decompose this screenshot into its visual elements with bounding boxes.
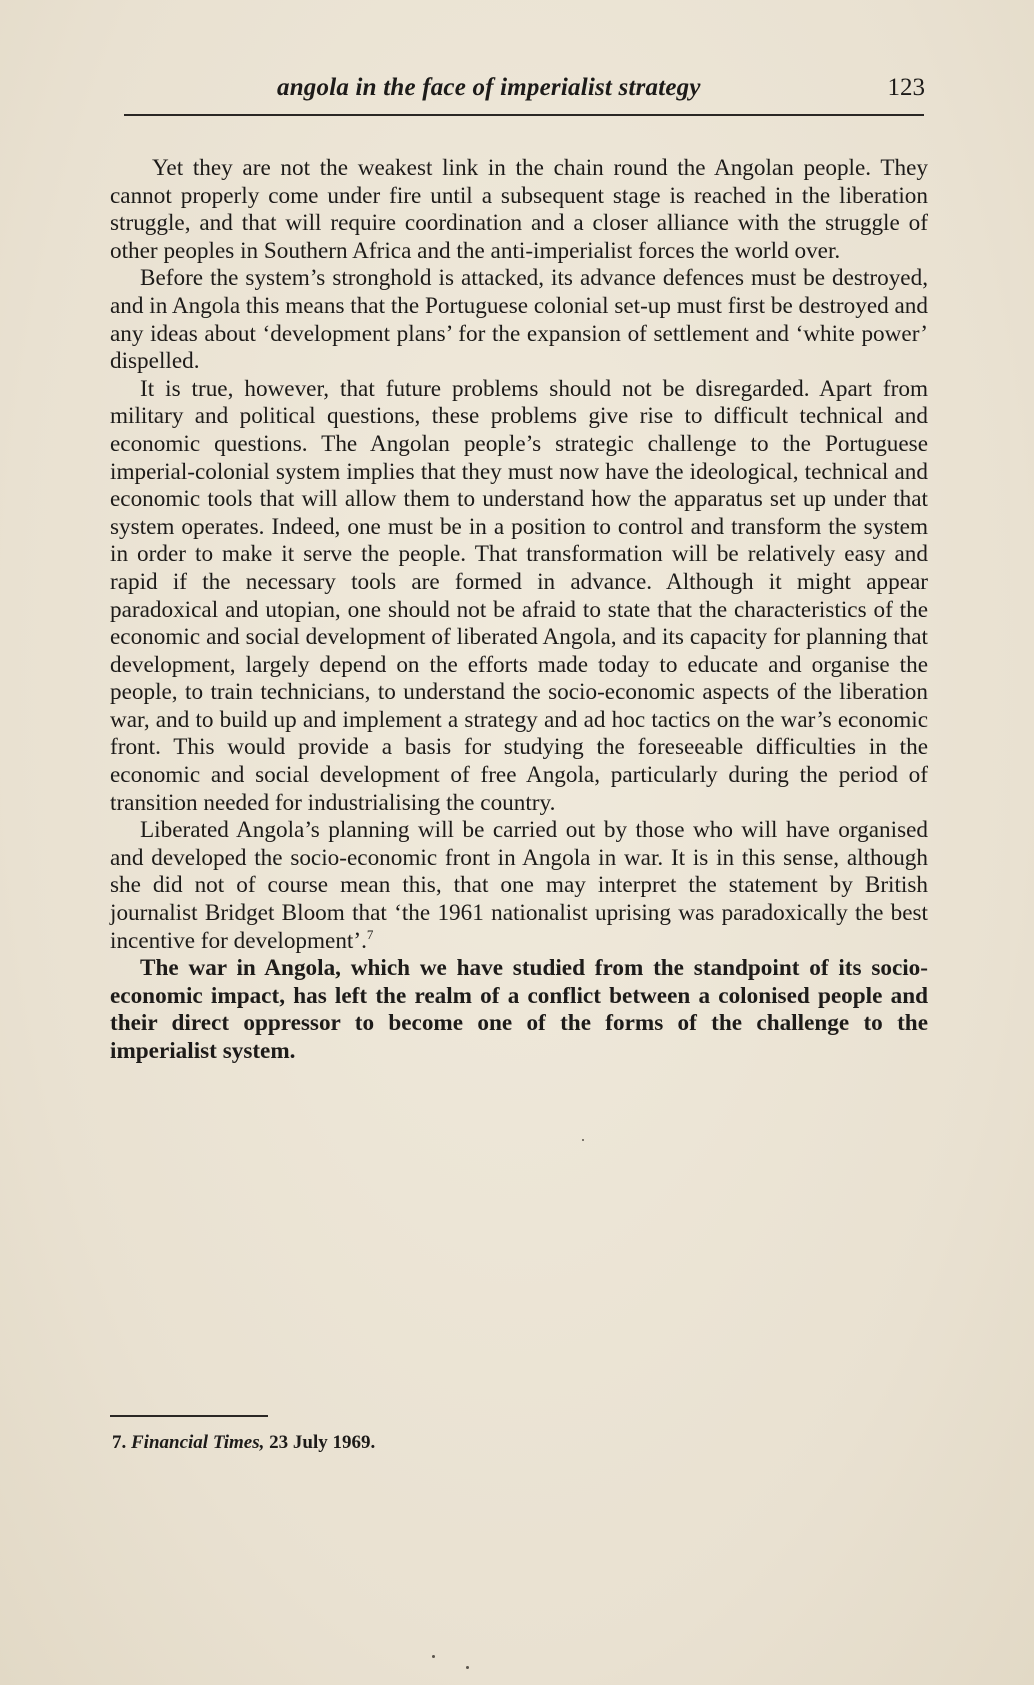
paper-speck [582, 1139, 584, 1141]
footnote-number: 7. [112, 1432, 127, 1453]
header-rule [124, 114, 924, 116]
page-number: 123 [887, 74, 925, 101]
paragraph-2: Before the system’s stronghold is attacked, its advance defences must be destroyed, and in Angola this means that the Portuguese colonial set-up must first be destroyed and any ideas about ‘development plans’ for the expansion of settlement and ‘white power’ dispelled. [110, 265, 928, 375]
footnote [112, 1432, 375, 1454]
footnote-rule [110, 1415, 268, 1417]
footnote-date: 23 July 1969. [269, 1432, 376, 1453]
footnote-reference: 7 [366, 926, 374, 942]
page-header [122, 74, 925, 110]
paragraph-1: Yet they are not the weakest link in the chain round the Angolan people. They cannot properly come under fire until a subsequent stage is reached in the liberation struggle, and that will require coordination and a closer alliance with the struggle of other peoples in Southern Africa and the anti-imperialist forces the world over. [110, 155, 928, 264]
paragraph-3: It is true, however, that future problems should not be disregarded. Apart from military and political questions, these problems give rise to difficult technical and economic questions. The Angolan people’s strategic challenge to the Portuguese imperial-colonial system implies that they must now have the ideological, technical and economic tools that will allow them to understand how the apparatus set up under that system operates. Indeed, one must be in a position to control and transform the system in order to make it serve the people. That transformation will be relatively easy and rapid if the necessary tools are formed in advance. Although it might appear paradoxical and utopian, one should not be afraid to state that the characteristics of the economic and social development of liberated Angola, and its capacity for planning that development, largely depend on the efforts made today to educate and organise the people, to train technicians, to understand the socio-economic aspects of the liberation war, and to build up and implement a strategy and ad hoc tactics on the war’s economic front. This would provide a basis for studying the foreseeable difficulties in the economic and social development of free Angola, particularly during the period of transition needed for industrialising the country. [110, 375, 928, 816]
paper-speck [466, 1666, 469, 1669]
paper-speck [432, 1655, 435, 1658]
footnote-source: Financial Times, [131, 1432, 265, 1453]
paragraph-4 [110, 817, 928, 955]
running-title: angola in the face of imperialist strategy [277, 74, 701, 101]
paragraph-4-text: Liberated Angola’s planning will be carried out by those who will have organised and developed the socio-economic front in Angola in war. It is in this sense, although she did not of course mean this, that one may interpret the statement by British journalist Bridget Bloom that ‘the 1961 nationalist uprising was paradoxically the best incentive for development’. [110, 817, 928, 954]
paragraph-5: The war in Angola, which we have studied from the standpoint of its socio-economic impact, has left the realm of a conflict between a colonised people and their direct oppressor to become one of the forms of the challenge to the imperialist system. [110, 955, 928, 1064]
body-text [110, 155, 928, 1066]
